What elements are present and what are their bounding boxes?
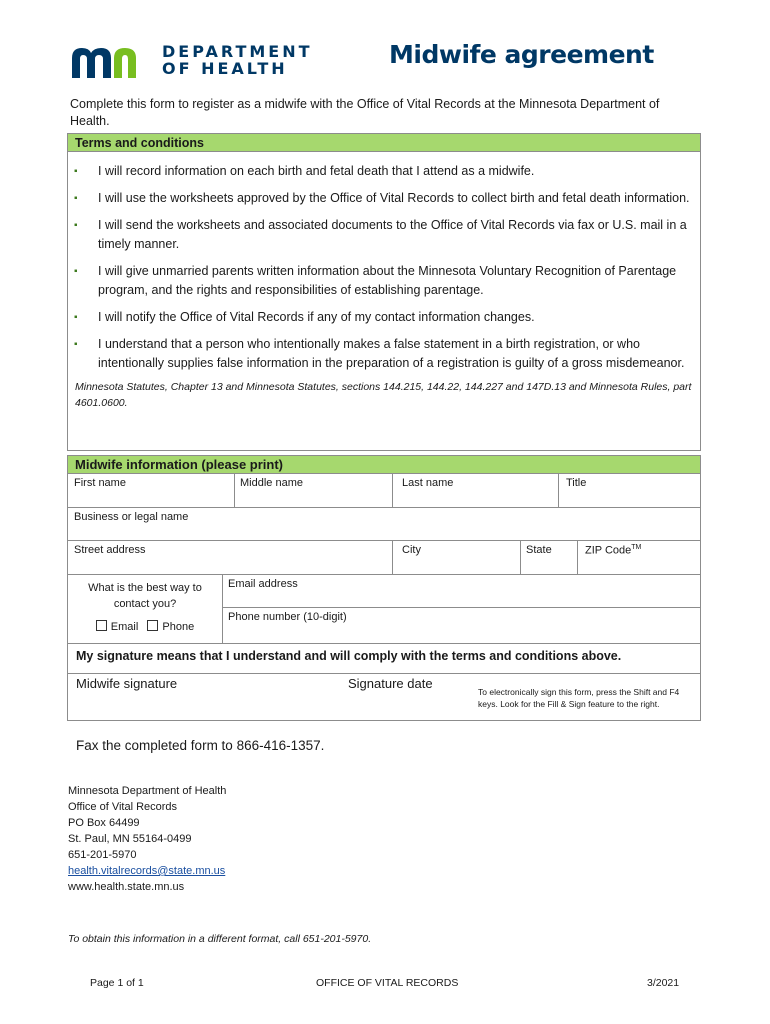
bullet-icon: ▪ <box>74 312 78 323</box>
email-address-field[interactable] <box>222 574 700 607</box>
email-link[interactable]: health.vitalrecords@state.mn.us <box>68 865 226 877</box>
state-label: State <box>526 544 552 556</box>
page-title: Midwife agreement <box>389 40 654 69</box>
footer-date: 3/2021 <box>647 977 680 989</box>
last-name-field[interactable] <box>392 473 558 507</box>
bullet-icon: ▪ <box>74 220 78 231</box>
contact-question: What is the best way to contact you? <box>88 582 202 610</box>
footer-office: OFFICE OF VITAL RECORDS <box>316 977 459 989</box>
signature-statement: My signature means that I understand and will comply with the terms and conditions above. <box>68 644 700 674</box>
zip-field[interactable] <box>577 540 700 574</box>
address-phone: 651-201-5970 <box>68 849 137 861</box>
middle-name-label: Middle name <box>240 477 303 489</box>
phone-number-field[interactable] <box>222 607 700 643</box>
terms-item-text: I will send the worksheets and associated documents to the Office of Vital Records via fax or U.S. mail in a timely manner. <box>98 218 687 251</box>
midwife-info-heading: Midwife information (please print) <box>68 456 700 474</box>
terms-item <box>68 189 700 208</box>
fax-instruction: Fax the completed form to 866-416-1357. <box>76 738 325 753</box>
signature-date-label: Signature date <box>348 676 433 691</box>
last-name-label: Last name <box>402 477 454 489</box>
address-line: PO Box 64499 <box>68 817 140 829</box>
bullet-icon: ▪ <box>74 339 78 350</box>
page-number: Page 1 of 1 <box>90 977 144 989</box>
trademark-mark: TM <box>631 544 642 551</box>
mn-logo-icon <box>72 44 154 78</box>
terms-item-text: I will record information on each birth and fetal death that I attend as a midwife. <box>98 164 535 178</box>
mailing-address <box>68 783 226 895</box>
alt-format-note: To obtain this information in a different format, call 651-201-5970. <box>68 933 372 945</box>
title-label: Title <box>566 477 587 489</box>
title-field[interactable] <box>558 473 700 507</box>
street-address-field[interactable] <box>68 540 392 574</box>
first-name-field[interactable] <box>68 473 234 507</box>
first-name-label: First name <box>74 477 126 489</box>
terms-item-text: I will notify the Office of Vital Records if any of my contact information changes. <box>98 310 535 324</box>
org-name <box>162 43 313 77</box>
terms-item <box>68 308 700 327</box>
bullet-icon: ▪ <box>74 193 78 204</box>
bullet-icon: ▪ <box>74 266 78 277</box>
terms-item <box>68 262 700 300</box>
midwife-signature-label: Midwife signature <box>76 676 178 691</box>
address-line: Office of Vital Records <box>68 801 178 813</box>
statutes-note: Minnesota Statutes, Chapter 13 and Minnesota Statutes, sections 144.215, 144.22, 144.227 and 147D.13 and Minnesota Rules, part 4601.0600. <box>75 381 692 409</box>
phone-option-label: Phone <box>162 621 195 633</box>
street-label: Street address <box>74 544 146 556</box>
signature-section <box>67 644 701 721</box>
bullet-icon: ▪ <box>74 166 78 177</box>
terms-item-text: I will give unmarried parents written information about the Minnesota Voluntary Recognition of Parentage program, and the rights and responsibilities of establishing parentage. <box>98 264 677 297</box>
phone-number-label: Phone number (10-digit) <box>228 611 347 623</box>
terms-heading: Terms and conditions <box>68 134 700 152</box>
terms-item <box>68 335 700 373</box>
intro-text: Complete this form to register as a midwife with the Office of Vital Records at the Minnesota Department of Health. <box>70 97 660 128</box>
email-option-label: Email <box>110 621 139 633</box>
middle-name-field[interactable] <box>234 473 392 507</box>
midwife-info-section <box>67 455 701 644</box>
signature-date-field[interactable] <box>342 672 439 695</box>
terms-item <box>68 162 700 181</box>
city-field[interactable] <box>392 540 520 574</box>
esign-note: To electronically sign this form, press the Shift and F4 keys. Look for the Fill & Sign feature to the right. <box>478 687 680 709</box>
terms-list <box>68 162 700 373</box>
business-name-field[interactable] <box>68 507 700 540</box>
terms-item-text: I will use the worksheets approved by the Office of Vital Records to collect birth and fetal death information. <box>98 191 690 205</box>
business-label: Business or legal name <box>74 511 189 523</box>
zip-label: ZIP Code <box>585 544 632 557</box>
address-line: St. Paul, MN 55164-0499 <box>68 833 192 845</box>
address-line: Minnesota Department of Health <box>68 785 227 797</box>
contact-options <box>80 619 210 635</box>
org-line-2: OF HEALTH <box>162 59 288 78</box>
email-address-label: Email address <box>228 578 298 590</box>
midwife-signature-field[interactable] <box>70 672 183 695</box>
state-field[interactable] <box>520 540 577 574</box>
terms-item-text: I understand that a person who intentionally makes a false statement in a birth registration, or who intentionally supplies false information in the preparation of a registration is guilty of a gross misdemeanor. <box>98 337 685 370</box>
contact-preference <box>74 578 216 638</box>
phone-checkbox[interactable] <box>147 620 158 631</box>
terms-section <box>67 133 701 451</box>
org-line-1: DEPARTMENT <box>162 42 313 61</box>
website-link[interactable]: www.health.state.mn.us <box>68 881 185 893</box>
terms-item <box>68 216 700 254</box>
email-checkbox[interactable] <box>96 620 107 631</box>
city-label: City <box>402 544 421 556</box>
